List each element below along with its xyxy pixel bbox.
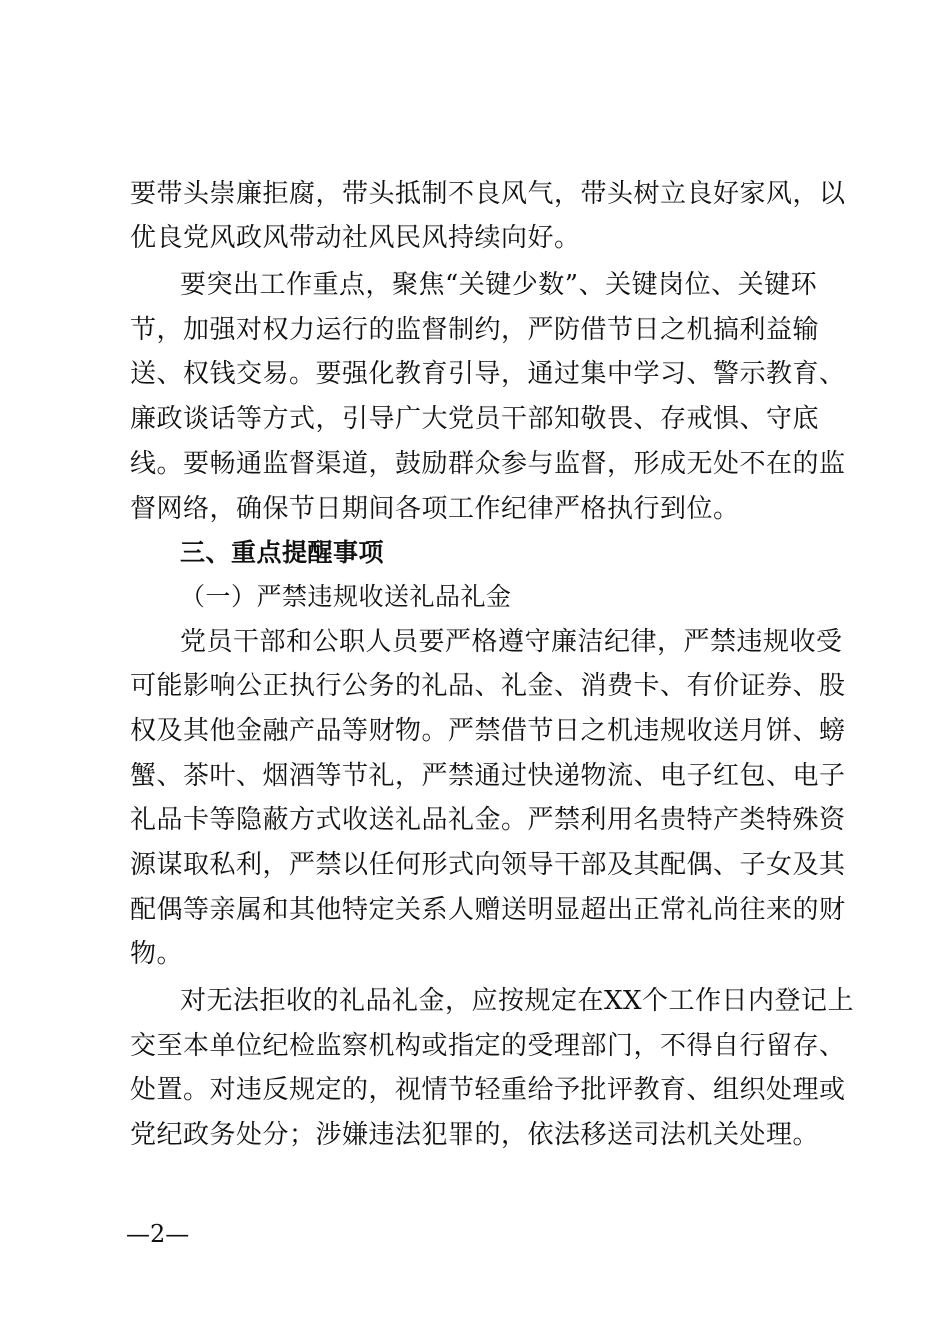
body-text-line: 源谋取私利，严禁以任何形式向领导干部及其配偶、子女及其 [130,850,846,880]
body-text-line: 处置。对违反规定的，视情节轻重给予批评教育、组织处理或 [130,1075,846,1105]
body-text-line: 物。 [130,939,184,969]
body-text-line: 交至本单位纪检监察机构或指定的受理部门，不得自行留存、 [130,1031,846,1061]
body-text-line: 节，加强对权力运行的监督制约，严防借节日之机搞利益输 [130,315,820,345]
body-text-line: 蟹、茶叶、烟酒等节礼，严禁通过快递物流、电子红包、电子 [130,761,846,791]
body-text-line: 权及其他金融产品等财物。严禁借节日之机违规收送月饼、螃 [130,716,846,746]
section-heading: 三、重点提醒事项 [180,538,385,567]
page-number: —2— [126,1220,190,1248]
body-text-line: 礼品卡等隐蔽方式收送礼品礼金。严禁利用名贵特产类特殊资 [130,805,846,835]
body-text-line: 优良党风政风带动社风民风持续向好。 [130,223,581,253]
paragraph-start-line: 对无法拒收的礼品礼金，应按规定在XX个工作日内登记上 [180,986,855,1016]
body-text-line: 要带头崇廉拒腐，带头抵制不良风气，带头树立良好家风，以 [130,179,846,209]
body-text-line: 配偶等亲属和其他特定关系人赠送明显超出正常礼尚往来的财 [130,895,846,925]
body-text-line: 廉政谈话等方式，引导广大党员干部知敬畏、存戒惧、守底 [130,404,820,434]
body-text-line: 线。要畅通监督渠道，鼓励群众参与监督，形成无处不在的监 [130,449,846,479]
body-text-line: 督网络，确保节日期间各项工作纪律严格执行到位。 [130,494,740,524]
paragraph-start-line: 党员干部和公职人员要严格遵守廉洁纪律，严禁违规收受 [180,627,843,657]
body-text-line: 送、权钱交易。要强化教育引导，通过集中学习、警示教育、 [130,359,846,389]
paragraph-start-line: 要突出工作重点，聚焦“关键少数”、关键岗位、关键环 [180,270,818,300]
body-text-line: 可能影响公正执行公务的礼品、礼金、消费卡、有价证券、股 [130,671,846,701]
body-text-line: 党纪政务处分；涉嫌违法犯罪的，依法移送司法机关处理。 [130,1120,820,1150]
subsection-heading: （一）严禁违规收送礼品礼金 [180,582,512,611]
